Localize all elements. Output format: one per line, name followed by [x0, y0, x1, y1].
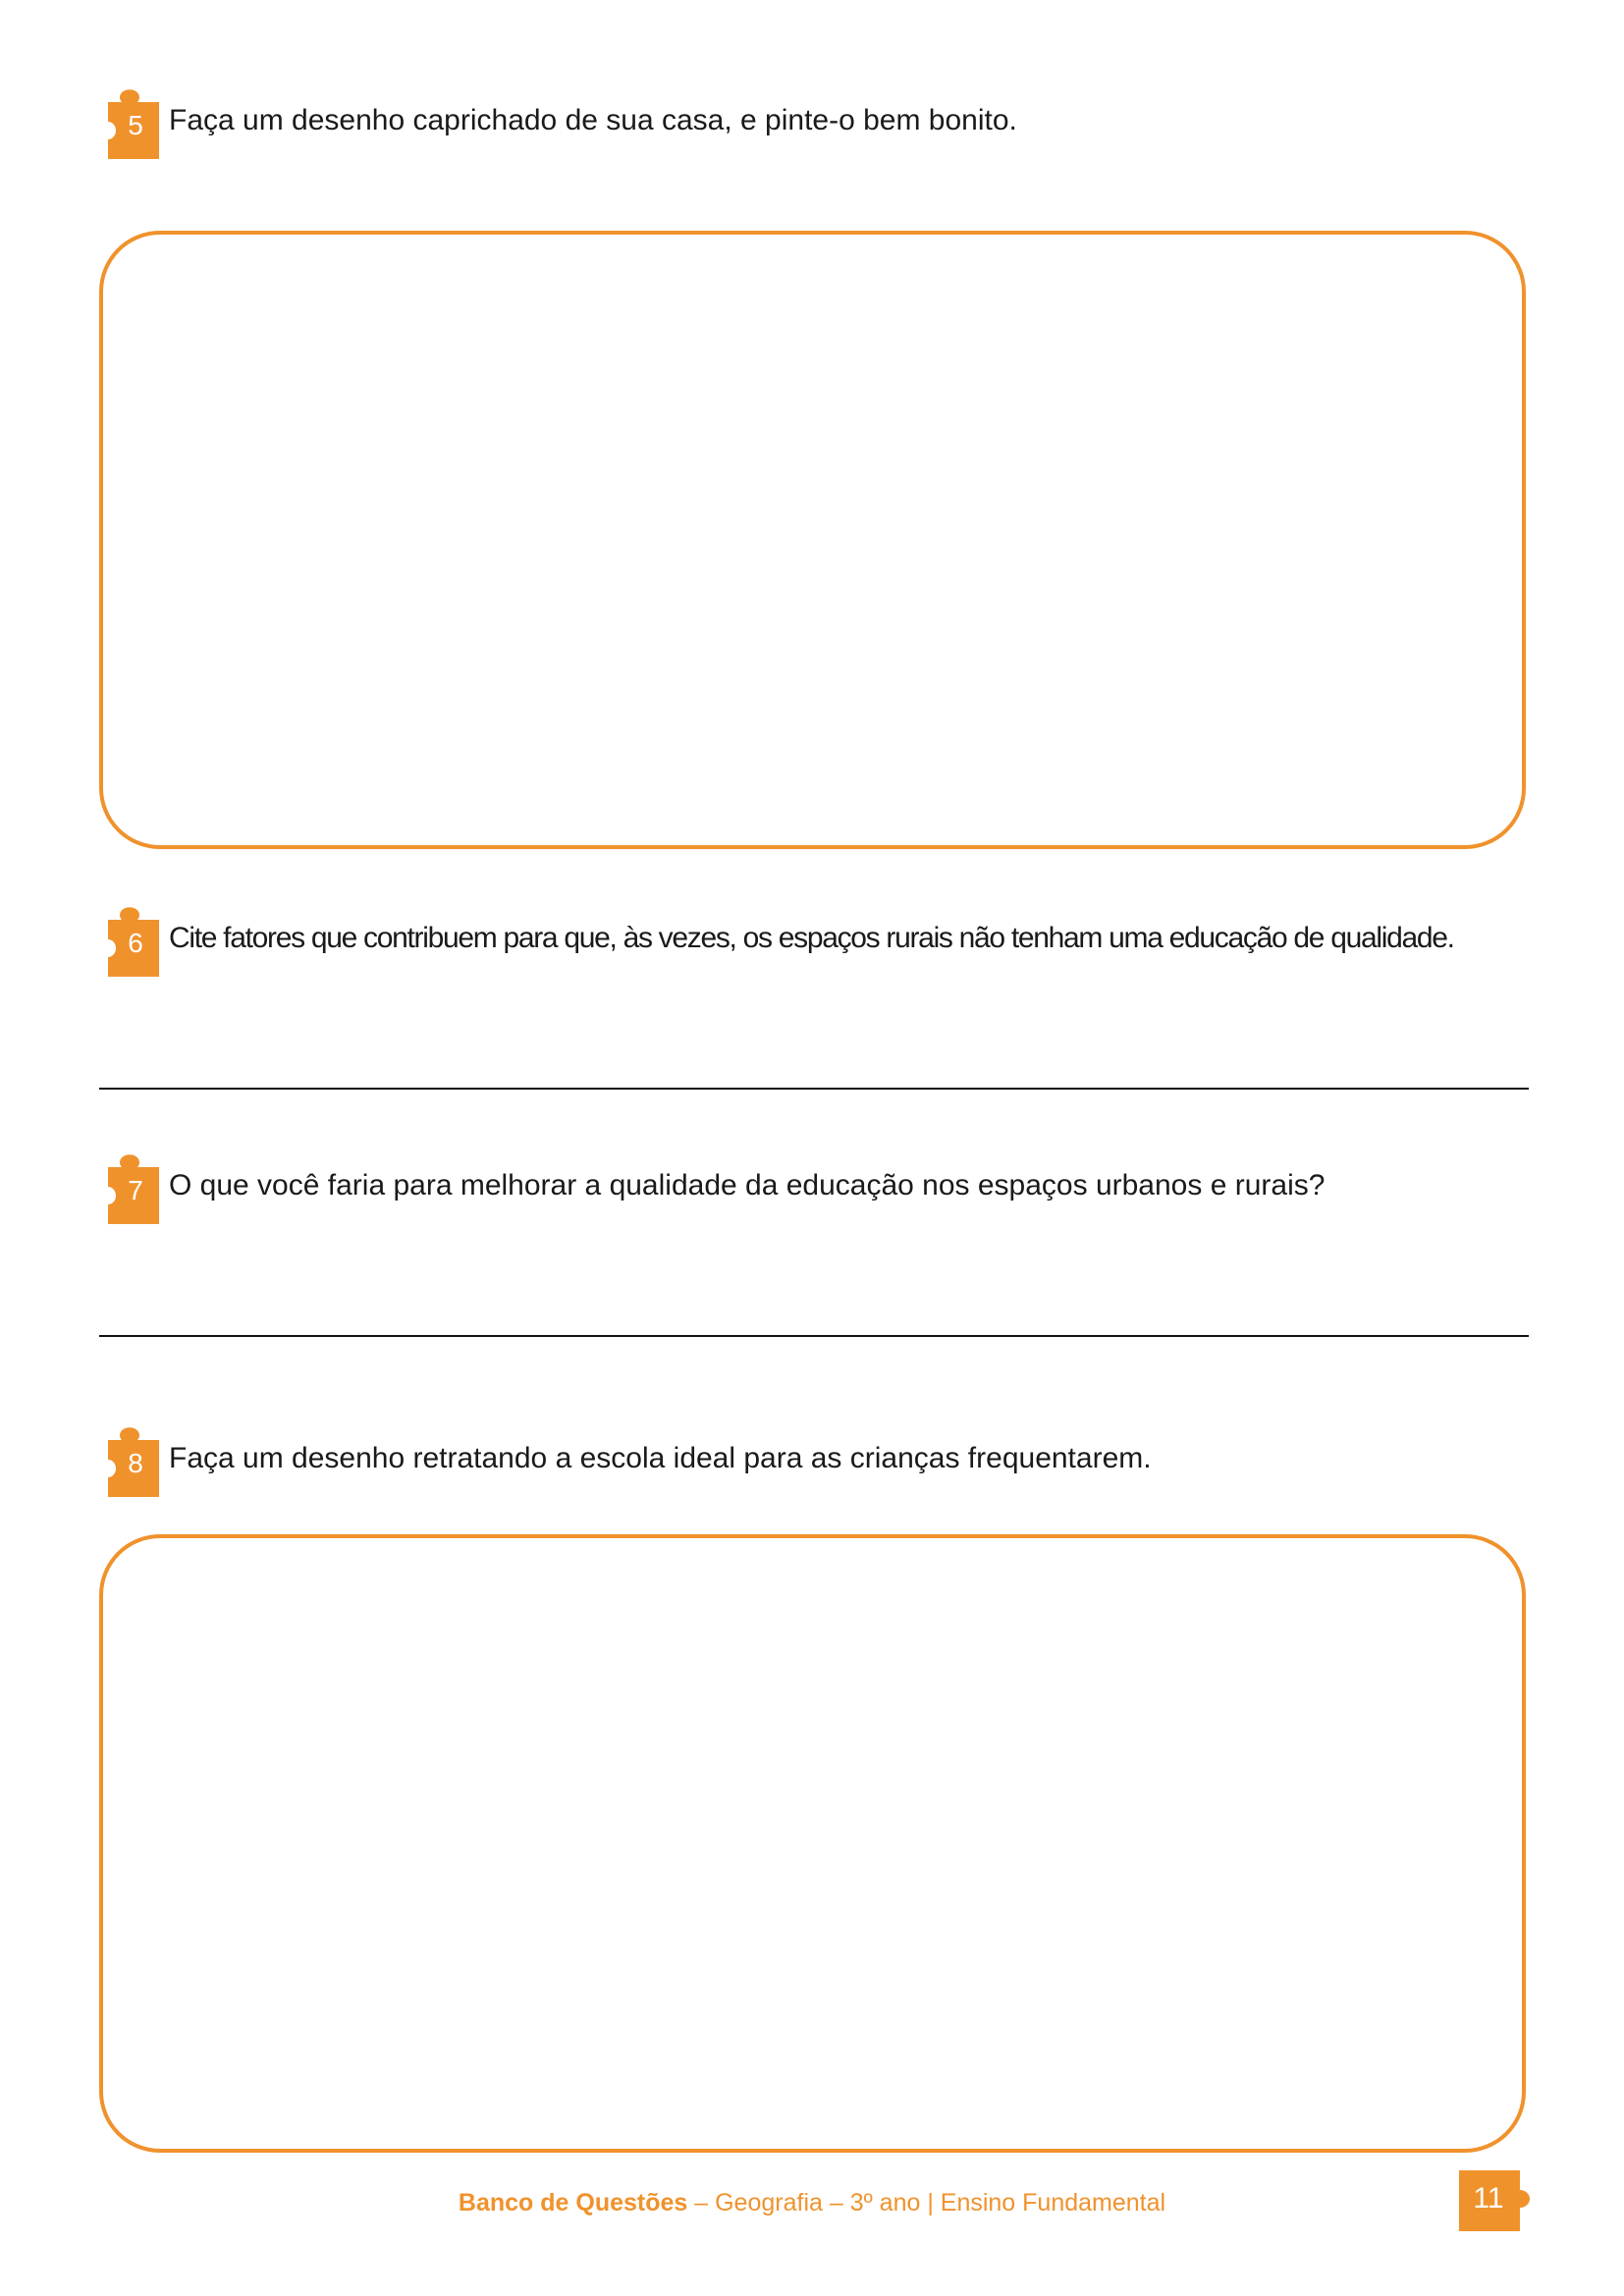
- drawing-area[interactable]: [99, 231, 1526, 849]
- question-number: 8: [128, 1448, 143, 1478]
- answer-line[interactable]: [99, 1088, 1529, 1090]
- footer-subtitle: – Geografia – 3º ano | Ensino Fundamental: [687, 2189, 1166, 2216]
- page-number: 11: [1473, 2182, 1504, 2215]
- question-number: 5: [128, 110, 143, 140]
- question-text: Cite fatores que contribuem para que, às vezes, os espaços rurais não tenham uma educação de qualidade.: [169, 922, 1454, 954]
- footer-title: Banco de Questões: [458, 2189, 688, 2216]
- question-text: O que você faria para melhorar a qualidade da educação nos espaços urbanos e rurais?: [169, 1169, 1326, 1201]
- question-text: Faça um desenho caprichado de sua casa, e pinte-o bem bonito.: [169, 104, 1017, 136]
- footer-caption: [0, 2189, 1624, 2217]
- question-number: 7: [128, 1175, 143, 1205]
- question-text: Faça um desenho retratando a escola ideal para as crianças frequentarem.: [169, 1442, 1152, 1474]
- answer-line[interactable]: [99, 1335, 1529, 1337]
- drawing-area[interactable]: [99, 1534, 1526, 2153]
- question-number: 6: [128, 928, 143, 958]
